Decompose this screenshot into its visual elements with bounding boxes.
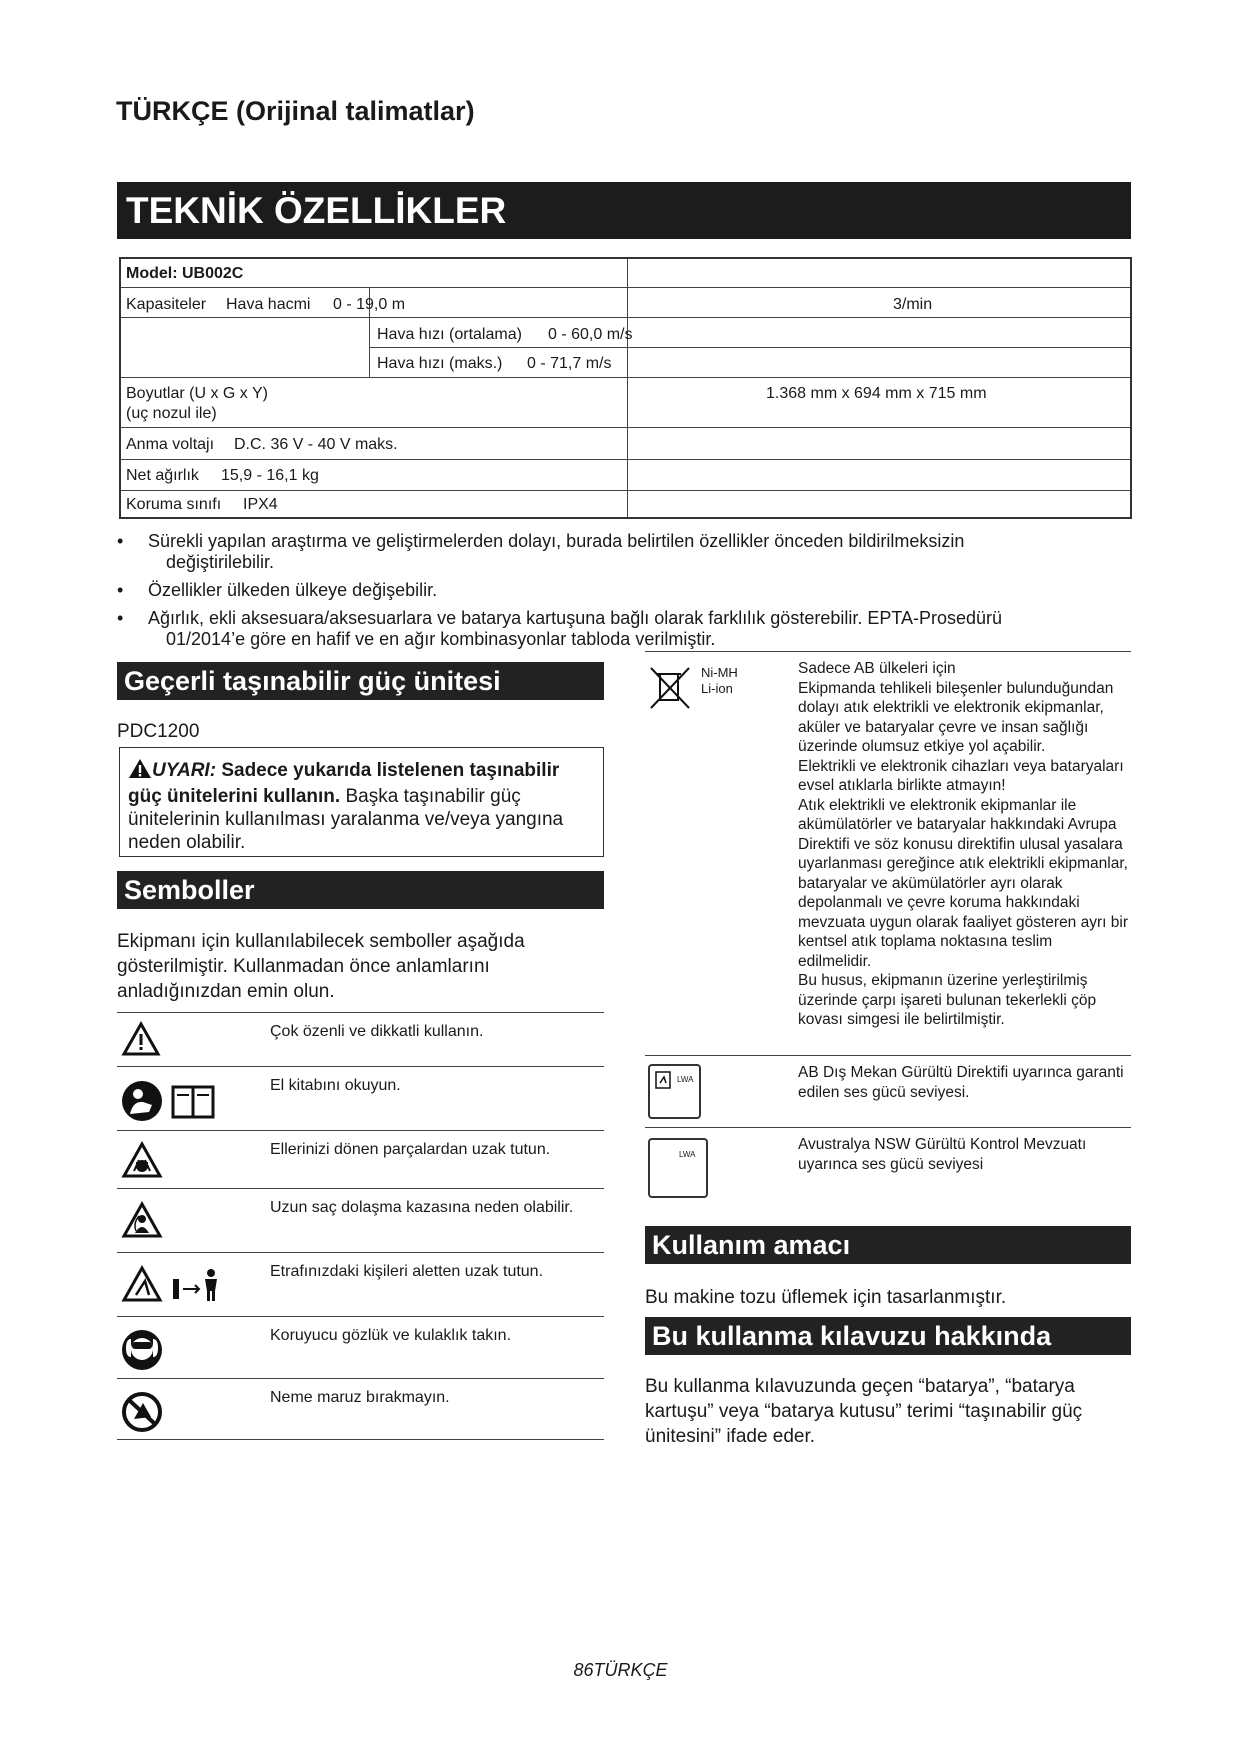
power-unit-banner: Geçerli taşınabilir güç ünitesi <box>117 662 604 700</box>
symbols-banner: Semboller <box>117 871 604 909</box>
weight-label: Net ağırlık <box>126 467 199 484</box>
goggles-earmuffs-icon <box>121 1329 165 1376</box>
note-item <box>117 531 1137 573</box>
protection-value: IPX4 <box>243 496 278 513</box>
model-label: Model: UB002C <box>126 265 244 282</box>
read-manual-icon <box>121 1079 221 1128</box>
dimensions-sub: (uç nozul ile) <box>126 405 217 422</box>
bullet-dot: • <box>117 531 124 551</box>
symbol-text: Uzun saç dolaşma kazasına neden olabilir. <box>270 1199 574 1216</box>
protection-label: Koruma sınıfı <box>126 496 222 513</box>
note-line: 01/2014’e göre en hafif ve en ağır kombinasyonlar tabloda verilmiştir. <box>166 629 716 649</box>
symbol-row <box>117 1130 604 1188</box>
note-item <box>117 580 1137 601</box>
rotating-parts-icon <box>121 1141 163 1184</box>
eu-noise-icon <box>648 1064 701 1119</box>
spec-table <box>119 257 1132 519</box>
warning-label: UYARI: <box>152 760 217 781</box>
bullet-dot: • <box>117 608 124 628</box>
symbol-row <box>117 1012 604 1066</box>
about-manual-banner: Bu kullanma kılavuzu hakkında <box>645 1317 1131 1355</box>
no-moisture-icon <box>121 1391 165 1438</box>
page-number: 86TÜRKÇE <box>573 1660 668 1680</box>
spec-line <box>121 377 1130 378</box>
lwa-label: LWA <box>679 1150 696 1159</box>
au-noise-text: Avustralya NSW Gürültü Kontrol Mevzuatı uyarınca ses gücü seviyesi <box>798 1136 1087 1173</box>
air-volume-label: Hava hacmi <box>226 296 311 313</box>
dimensions-value: 1.368 mm x 694 mm x 715 mm <box>766 385 987 402</box>
air-volume-value: 0 - 19,0 m <box>333 296 406 313</box>
keep-bystanders-away-icon <box>121 1265 231 1310</box>
spec-divider <box>627 259 628 517</box>
weight-value: 15,9 - 16,1 kg <box>221 467 319 484</box>
spec-line <box>121 317 1130 318</box>
spec-line <box>121 459 1130 460</box>
symbols-intro: Ekipmanı için kullanılabilecek semboller aşağıda gösterilmiştir. Kullanmadan önce anlamlarını anladığınızdan emin olun. <box>117 931 525 1002</box>
liion-label: Li-ion <box>701 681 733 696</box>
note-line: Ağırlık, ekli aksesuara/aksesuarlara ve batarya kartuşuna bağlı olarak farklılık gösterebilir. EPTA-Prosedürü <box>148 608 1003 628</box>
warning-triangle-icon <box>121 1021 161 1062</box>
dimensions-label: Boyutlar (U x G x Y) <box>126 385 268 402</box>
power-unit-model: PDC1200 <box>117 721 200 742</box>
symbol-text: El kitabını okuyun. <box>270 1077 401 1094</box>
warning-text: Başka taşınabilir güç ünitelerinin kullanılması yaralanma ve/veya yangına neden olabilir. <box>128 786 564 853</box>
au-noise-icon <box>648 1138 708 1198</box>
symbol-text: Çok özenli ve dikkatli kullanın. <box>270 1023 484 1040</box>
voltage-value: D.C. 36 V - 40 V maks. <box>234 436 398 453</box>
intended-use-text: Bu makine tozu üflemek için tasarlanmıştır. <box>645 1287 1007 1308</box>
air-speed-max-label: Hava hızı (maks.) <box>377 355 503 372</box>
weee-text: Sadece AB ülkeleri için Ekipmanda tehlikeli bileşenler bulunduğundan dolayı atık elektrikli ve elektronik ekipmanlar, aküler ve bataryalar çevre ve insan sağlığı üzerinde olumsuz etkiye yol açabilir. Elektrikli ve elektronik cihazları veya bataryaları evsel atıklarla birlikte atmayın! Atık elektrikli ve elektronik ekipmanlar ile akümülatörler ve bataryalar hakkındaki Avrupa Direktifi ve söz konusu direktifin ulusal yasalara uyarlanması gereğince atık elektrikli ekipmanlar, bataryalar ve akümülatörler ayrı olarak depolanmalı ve çevre koruma hakkındaki mevzuata uygun olarak faaliyet gösteren ayrı bir kentsel atık toplama noktasına teslim edilmelidir. Bu husus, ekipmanın üzerine yerleştirilmiş üzerinde çarpı işareti bulunan tekerlekli çöp kovası simgesi ile belirtilmiştir. <box>798 660 1128 1028</box>
lwa-label: LWA <box>677 1075 694 1084</box>
spec-line <box>369 347 1130 348</box>
symbol-text: Neme maruz bırakmayın. <box>270 1389 450 1406</box>
voltage-label: Anma voltajı <box>126 436 215 453</box>
symbol-row <box>117 1378 604 1440</box>
air-volume-unit: 3/min <box>893 296 933 313</box>
symbol-row <box>117 1066 604 1130</box>
symbol-text: Koruyucu gözlük ve kulaklık takın. <box>270 1327 512 1344</box>
symbols-table <box>117 1012 604 1440</box>
note-line: Sürekli yapılan araştırma ve geliştirmelerden dolayı, burada belirtilen özellikler önceden bildirilmeksizin <box>148 531 965 551</box>
note-line: Özellikler ülkeden ülkeye değişebilir. <box>148 580 438 600</box>
crossed-bin-icon <box>649 666 691 715</box>
weee-row <box>645 651 1131 1055</box>
air-speed-max-value: 0 - 71,7 m/s <box>527 355 612 372</box>
symbol-row <box>117 1252 604 1316</box>
symbol-text: Ellerinizi dönen parçalardan uzak tutun. <box>270 1141 551 1158</box>
capacities-label: Kapasiteler <box>126 296 207 313</box>
intended-use-banner: Kullanım amacı <box>645 1226 1131 1264</box>
warning-box <box>119 747 604 857</box>
spec-line <box>121 490 1130 491</box>
about-manual-text: Bu kullanma kılavuzunda geçen “batarya”, “batarya kartuşu” veya “batarya kutusu” terimi “taşınabilir güç ünitesini” ifade eder. <box>645 1376 1083 1447</box>
au-noise-row <box>645 1127 1131 1213</box>
warning-bold-text: Sadece yukarıda listelenen taşınabilir güç ünitelerini kullanın. <box>128 760 560 807</box>
symbol-row <box>117 1316 604 1378</box>
nimh-label: Ni-MH <box>701 665 738 680</box>
symbol-row <box>117 1188 604 1252</box>
air-speed-avg-value: 0 - 60,0 m/s <box>548 326 633 343</box>
eu-noise-row <box>645 1055 1131 1127</box>
spec-notes <box>117 531 1137 657</box>
hair-entanglement-icon <box>121 1201 163 1244</box>
spec-line <box>121 287 1130 288</box>
spec-line <box>121 427 1130 428</box>
specs-banner: TEKNİK ÖZELLİKLER <box>117 182 1131 239</box>
warning-icon <box>128 758 152 785</box>
note-line: değiştirilebilir. <box>166 552 275 572</box>
symbol-text: Etrafınızdaki kişileri aletten uzak tutun. <box>270 1263 544 1280</box>
bullet-dot: • <box>117 580 124 600</box>
language-title: TÜRKÇE (Orijinal talimatlar) <box>116 96 475 126</box>
eu-noise-text: AB Dış Mekan Gürültü Direktifi uyarınca garanti edilen ses gücü seviyesi. <box>798 1064 1124 1101</box>
air-speed-avg-label: Hava hızı (ortalama) <box>377 326 522 343</box>
battery-type-labels <box>701 665 738 697</box>
note-item <box>117 608 1137 650</box>
